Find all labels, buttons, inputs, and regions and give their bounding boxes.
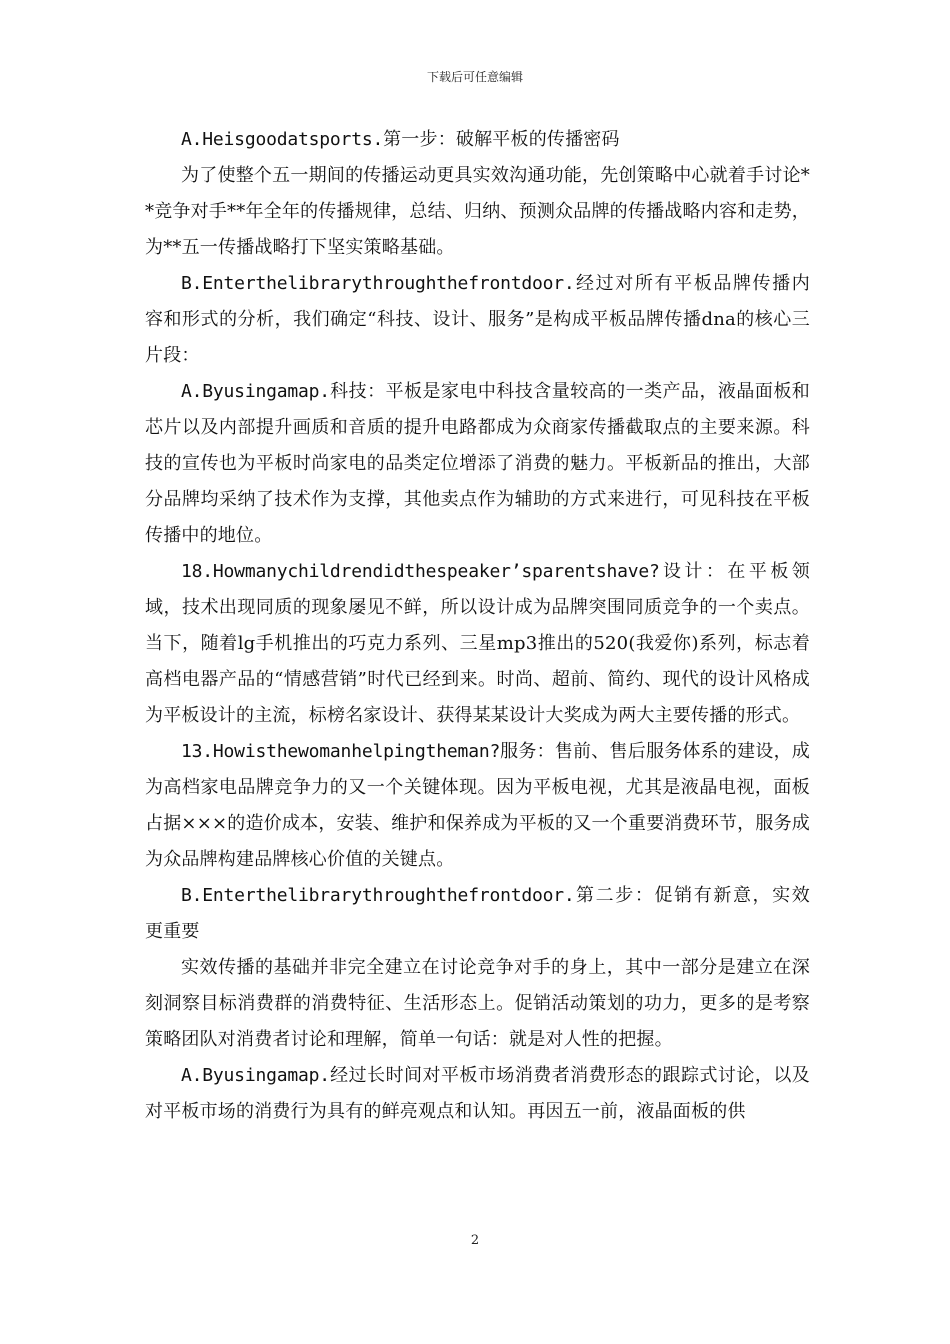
paragraph-text: 设计：在平板领域，技术出现同质的现象屡见不鲜，所以设计成为品牌突围同质竞争的一个卖点。当下，随着lg手机推出的巧克力系列、三星mp3推出的520(我爱你)系列，标志着高档电器产品的“情感营销”时代已经到来。时尚、超前、简约、现代的设计风格成为平板设计的主流，标榜名家设计、获得某某设计大奖成为两大主要传播的形式。	[145, 561, 810, 726]
paragraph-7	[145, 878, 810, 950]
paragraph-text: 第一步：破解平板的传播密码	[383, 129, 620, 150]
paragraph-lead: A.Byusingamap.	[181, 381, 330, 402]
paragraph-lead: 18.Howmanychildrendidthespeaker’sparentshave?	[181, 561, 660, 582]
paragraph-2	[145, 158, 810, 266]
paragraph-lead: A.Byusingamap.	[181, 1065, 330, 1086]
document-body	[145, 122, 810, 1130]
paragraph-text: 经过长时间对平板市场消费者消费形态的跟踪式讨论，以及对平板市场的消费行为具有的鲜亮观点和认知。再因五一前，液晶面板的供	[145, 1065, 810, 1122]
paragraph-text: 服务：售前、售后服务体系的建设，成为高档家电品牌竞争力的又一个关键体现。因为平板电视，尤其是液晶电视，面板占据×××的造价成本，安装、维护和保养成为平板的又一个重要消费环节，服务成为众品牌构建品牌核心价值的关键点。	[145, 741, 810, 870]
paragraph-5	[145, 554, 810, 734]
paragraph-text: 经过对所有平板品牌传播内容和形式的分析，我们确定“科技、设计、服务”是构成平板品牌传播dna的核心三片段：	[145, 273, 810, 366]
paragraph-4	[145, 374, 810, 554]
paragraph-text: 为了使整个五一期间的传播运动更具实效沟通功能，先创策略中心就着手讨论**竞争对手**年全年的传播规律，总结、归纳、预测众品牌的传播战略内容和走势，为**五一传播战略打下坚实策略基础。	[145, 165, 810, 258]
paragraph-lead: A.Heisgoodatsports.	[181, 129, 384, 150]
paragraph-lead: B.Enterthelibrarythroughthefrontdoor.	[181, 273, 575, 294]
paragraph-lead: B.Enterthelibrarythroughthefrontdoor.	[181, 885, 575, 906]
paragraph-lead: 13.Howisthewomanhelpingtheman?	[181, 741, 501, 762]
paragraph-1	[145, 122, 810, 158]
page-header: 下载后可任意编辑	[426, 70, 523, 84]
paragraph-8	[145, 950, 810, 1058]
page-number: 2	[470, 1233, 480, 1248]
paragraph-3	[145, 266, 810, 374]
paragraph-6	[145, 734, 810, 878]
paragraph-text: 科技：平板是家电中科技含量较高的一类产品，液晶面板和芯片以及内部提升画质和音质的提升电路都成为众商家传播截取点的主要来源。科技的宣传也为平板时尚家电的品类定位增添了消费的魅力。平板新品的推出，大部分品牌均采纳了技术作为支撑，其他卖点作为辅助的方式来进行，可见科技在平板传播中的地位。	[145, 381, 810, 546]
paragraph-9	[145, 1058, 810, 1130]
paragraph-text: 第二步：促销有新意，实效更重要	[145, 885, 810, 942]
paragraph-text: 实效传播的基础并非完全建立在讨论竞争对手的身上，其中一部分是建立在深刻洞察目标消费群的消费特征、生活形态上。促销活动策划的功力，更多的是考察策略团队对消费者讨论和理解，简单一句话：就是对人性的把握。	[145, 957, 810, 1050]
